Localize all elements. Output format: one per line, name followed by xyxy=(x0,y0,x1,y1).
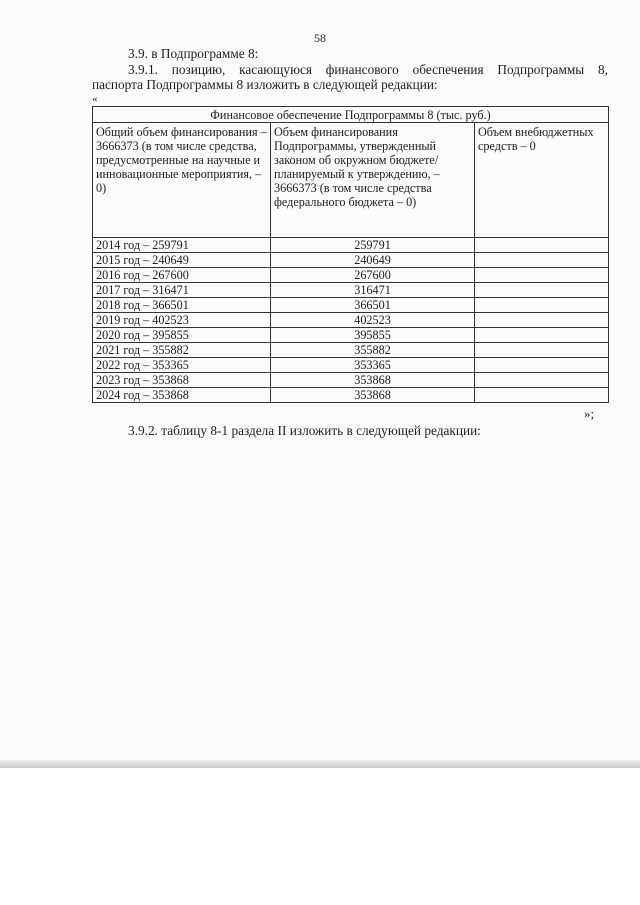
table-row xyxy=(93,358,609,373)
extra-cell xyxy=(475,283,609,298)
table-row xyxy=(93,328,609,343)
page-bottom-edge xyxy=(0,760,640,768)
table-row xyxy=(93,238,609,253)
amount-cell: 355882 xyxy=(271,343,475,358)
table-row xyxy=(93,313,609,328)
table-row xyxy=(93,298,609,313)
year-cell: 2014 год – 259791 xyxy=(93,238,271,253)
year-cell: 2021 год – 355882 xyxy=(93,343,271,358)
table-row xyxy=(93,268,609,283)
amount-cell: 353868 xyxy=(271,388,475,403)
extra-cell xyxy=(475,388,609,403)
financing-table xyxy=(92,106,609,403)
section-title: 3.9. в Подпрограмме 8: xyxy=(128,46,259,61)
header-total-funding: Общий объем финансирования – 3666373 (в том числе средства, предусмотренные на научные и инновационные мероприятия, – 0) xyxy=(93,123,271,238)
year-cell: 2019 год – 402523 xyxy=(93,313,271,328)
table-row xyxy=(93,283,609,298)
header-budget-funding: Объем финансирования Подпрограммы, утвержденный законом об окружном бюджете/планируемый к утверждению, – 3666373 (в том числе средства федерального бюджета – 0) xyxy=(271,123,475,238)
table-row xyxy=(93,343,609,358)
year-cell: 2020 год – 395855 xyxy=(93,328,271,343)
header-extrabudgetary-funding: Объем внебюджетных средств – 0 xyxy=(475,123,609,238)
extra-cell xyxy=(475,238,609,253)
amount-cell: 366501 xyxy=(271,298,475,313)
extra-cell xyxy=(475,373,609,388)
year-cell: 2024 год – 353868 xyxy=(93,388,271,403)
year-cell: 2018 год – 366501 xyxy=(93,298,271,313)
quote-close: »; xyxy=(584,406,595,421)
extra-cell xyxy=(475,343,609,358)
paragraph-2: 3.9.2. таблицу 8-1 раздела II изложить в следующей редакции: xyxy=(128,423,481,438)
year-cell: 2023 год – 353868 xyxy=(93,373,271,388)
table-caption: Финансовое обеспечение Подпрограммы 8 (тыс. руб.) xyxy=(93,107,609,123)
page-number: 58 xyxy=(314,31,326,45)
year-cell: 2017 год – 316471 xyxy=(93,283,271,298)
extra-cell xyxy=(475,298,609,313)
extra-cell xyxy=(475,358,609,373)
amount-cell: 353868 xyxy=(271,373,475,388)
extra-cell xyxy=(475,313,609,328)
amount-cell: 259791 xyxy=(271,238,475,253)
amount-cell: 240649 xyxy=(271,253,475,268)
quote-open: « xyxy=(92,93,98,105)
amount-cell: 267600 xyxy=(271,268,475,283)
table-row xyxy=(93,373,609,388)
extra-cell xyxy=(475,253,609,268)
year-cell: 2015 год – 240649 xyxy=(93,253,271,268)
amount-cell: 353365 xyxy=(271,358,475,373)
year-cell: 2022 год – 353365 xyxy=(93,358,271,373)
extra-cell xyxy=(475,328,609,343)
table-row xyxy=(93,253,609,268)
table-row xyxy=(93,388,609,403)
paragraph-1-line-2: паспорта Подпрограммы 8 изложить в следующей редакции: xyxy=(92,77,438,92)
amount-cell: 395855 xyxy=(271,328,475,343)
paragraph-1-line-1: 3.9.1. позицию, касающуюся финансового обеспечения Подпрограммы 8, xyxy=(128,62,608,77)
year-cell: 2016 год – 267600 xyxy=(93,268,271,283)
amount-cell: 402523 xyxy=(271,313,475,328)
extra-cell xyxy=(475,268,609,283)
amount-cell: 316471 xyxy=(271,283,475,298)
